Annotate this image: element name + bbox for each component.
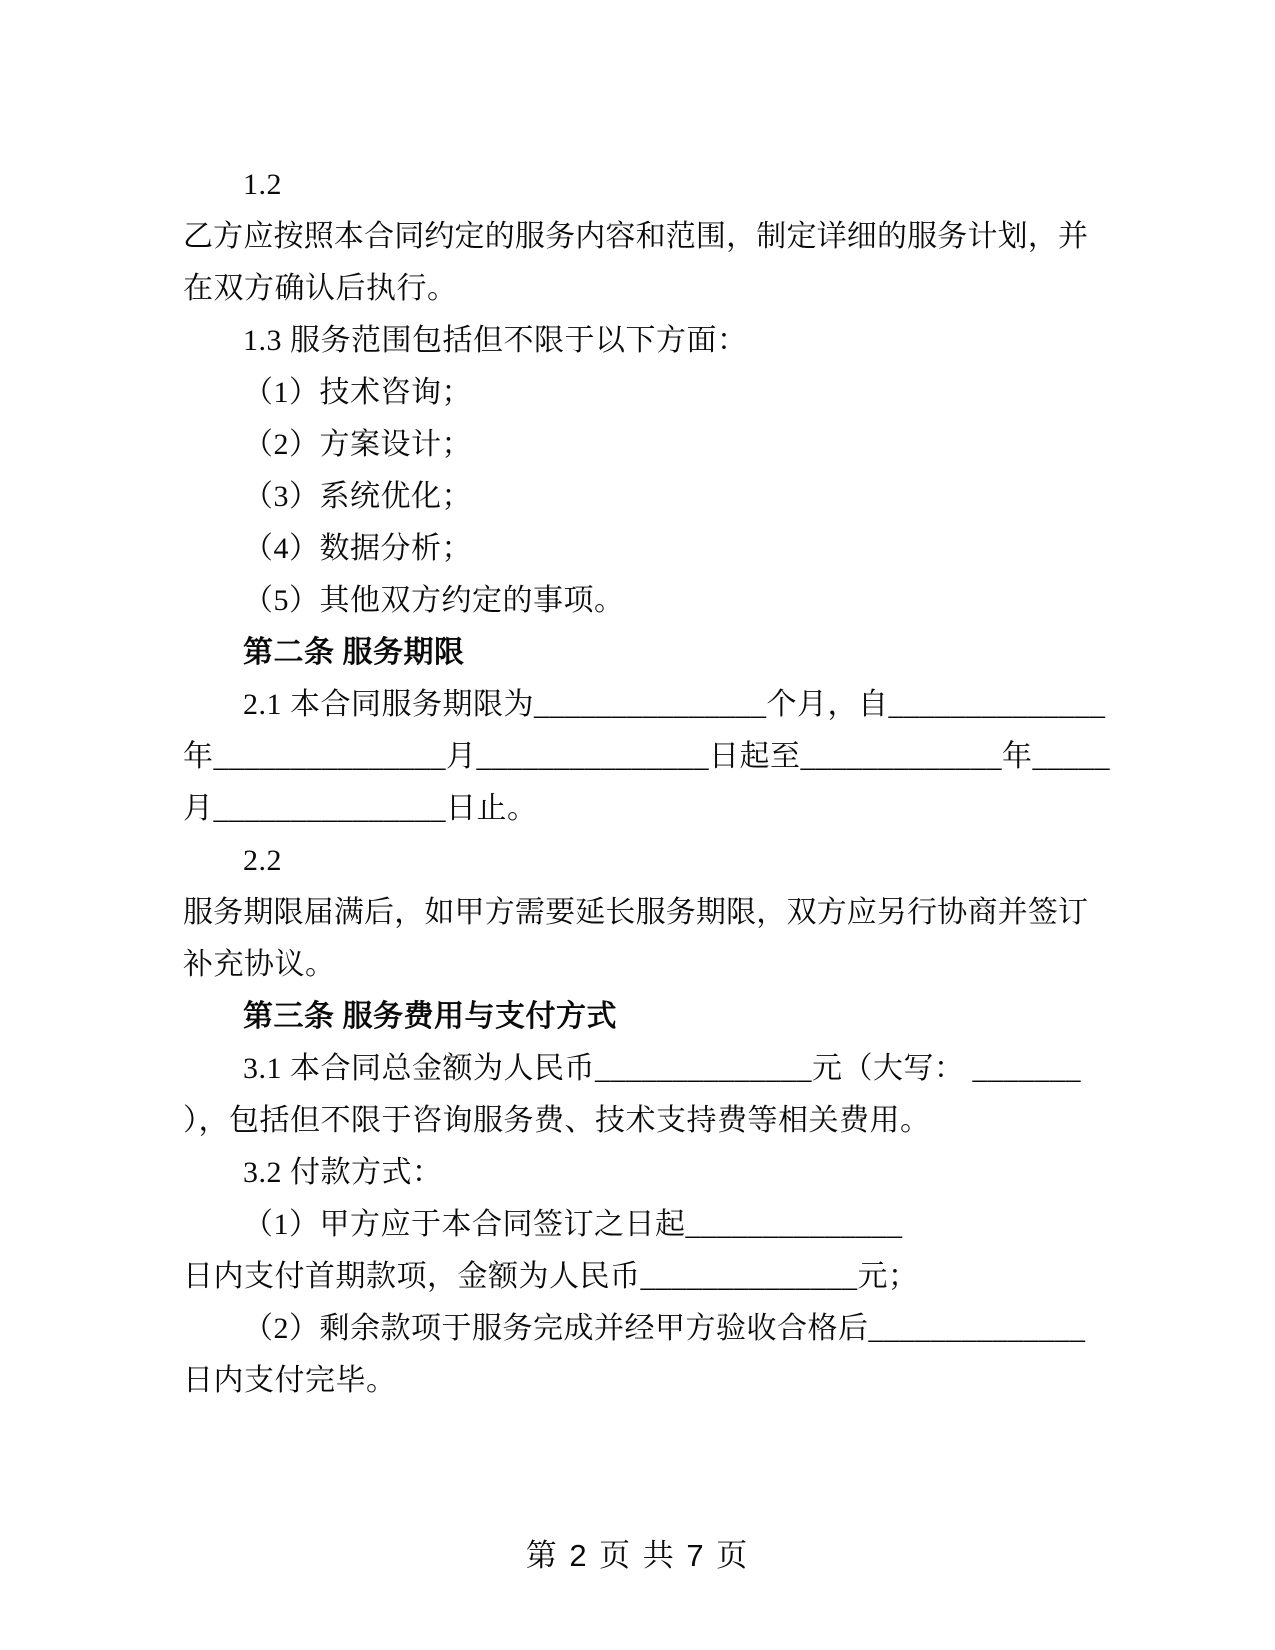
document-line: 2.1 本合同服务期限为_______________个月，自______________ xyxy=(243,688,1106,721)
document-line: 年_______________月_______________日起至_____________年_____ xyxy=(183,740,1110,773)
document-line: 3.2 付款方式： xyxy=(243,1156,443,1189)
document-line: 在双方确认后执行。 xyxy=(183,272,458,305)
document-line: 服务期限届满后，如甲方需要延长服务期限，双方应另行协商并签订 xyxy=(183,896,1088,929)
document-line: 1.3 服务范围包括但不限于以下方面： xyxy=(243,324,748,357)
document-line: （2）剩余款项于服务完成并经甲方验收合格后______________ xyxy=(243,1312,1086,1345)
document-line: （1）技术咨询； xyxy=(243,376,472,409)
document-line: （3）系统优化； xyxy=(243,480,472,513)
section-heading: 第三条 服务费用与支付方式 xyxy=(243,1000,617,1033)
document-line: 1.2 xyxy=(243,168,282,201)
document-line: ），包括但不限于咨询服务费、技术支持费等相关费用。 xyxy=(183,1104,931,1137)
document-line: （2）方案设计； xyxy=(243,428,472,461)
document-line: 2.2 xyxy=(243,844,282,877)
document-line: （5）其他双方约定的事项。 xyxy=(243,584,625,617)
document-line: 3.1 本合同总金额为人民币______________元（大写： _______ xyxy=(243,1052,1081,1085)
document-line: 月_______________日止。 xyxy=(183,792,538,825)
document-line: （1）甲方应于本合同签订之日起______________ xyxy=(243,1208,903,1241)
document-line: 乙方应按照本合同约定的服务内容和范围，制定详细的服务计划，并 xyxy=(183,220,1088,253)
page-number-label: 第 2 页 共 7 页 xyxy=(525,1538,750,1573)
document-line: 日内支付完毕。 xyxy=(183,1364,397,1397)
section-heading: 第二条 服务期限 xyxy=(243,636,465,669)
document-line: 日内支付首期款项，金额为人民币______________元； xyxy=(183,1260,919,1293)
document-line: （4）数据分析； xyxy=(243,532,472,565)
page-footer xyxy=(0,1530,1275,1575)
document-line: 补充协议。 xyxy=(183,948,336,981)
contract-body xyxy=(183,159,1110,1407)
